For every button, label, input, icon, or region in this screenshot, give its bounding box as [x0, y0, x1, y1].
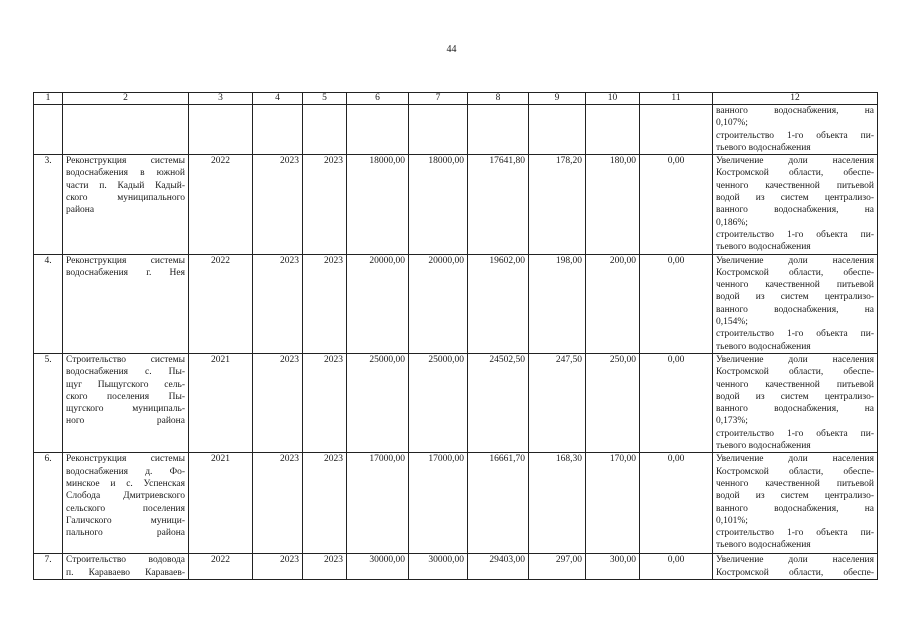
- federal-budget: 24502,50: [468, 353, 529, 452]
- result-line: Увеличение доли населения: [716, 255, 874, 266]
- other-sources: 0,00: [640, 155, 713, 254]
- federal-budget: 16661,70: [468, 453, 529, 554]
- end-year: 2023: [253, 155, 303, 254]
- table-row: [34, 554, 878, 580]
- local-budget: 200,00: [586, 254, 640, 353]
- object-name-line: Реконструкция системы: [66, 255, 185, 266]
- object-name-cell: [63, 353, 189, 452]
- result-line: Костромской области, обеспе-: [716, 267, 874, 278]
- regional-budget: 297,00: [529, 554, 586, 580]
- result-line: водой из систем централизо-: [716, 193, 874, 204]
- row-number: 3.: [34, 155, 63, 254]
- object-name-line: ского муниципального: [66, 193, 185, 204]
- object-name-line: ского поселения Пы-: [66, 391, 185, 402]
- federal-budget: 19602,00: [468, 254, 529, 353]
- result-cell: [713, 453, 878, 554]
- object-name-line: района: [66, 205, 95, 216]
- result-line: ванного водоснабжения, на: [716, 304, 874, 315]
- total-financing: 18000,00: [409, 155, 468, 254]
- result-line: Костромской области, обеспе-: [716, 466, 874, 477]
- result-line: Увеличение доли населения: [716, 555, 874, 566]
- result-line: ченного качественной питьевой: [716, 478, 874, 489]
- start-year: 2021: [189, 453, 253, 554]
- result-line: Костромской области, обеспе-: [716, 567, 874, 578]
- finance-year: 2023: [303, 155, 347, 254]
- column-header: 2: [63, 93, 189, 105]
- result-line: ванного водоснабжения, на: [716, 503, 874, 514]
- result-line: строительство 1-го объекта пи-: [716, 329, 874, 340]
- result-cell: [713, 554, 878, 580]
- column-header: 8: [468, 93, 529, 105]
- result-cell: [713, 105, 878, 155]
- other-sources: 0,00: [640, 254, 713, 353]
- total-cost: 20000,00: [347, 254, 409, 353]
- result-line: Костромской области, обеспе-: [716, 168, 874, 179]
- result-line: строительство 1-го объекта пи-: [716, 528, 874, 539]
- local-budget: 300,00: [586, 554, 640, 580]
- object-name-line: Галичского муници-: [66, 515, 185, 526]
- result-line: тьевого водоснабжения: [716, 441, 811, 452]
- column-number-row: [34, 93, 878, 105]
- result-line: строительство 1-го объекта пи-: [716, 428, 874, 439]
- total-cost: 30000,00: [347, 554, 409, 580]
- local-budget: 170,00: [586, 453, 640, 554]
- result-line: Костромской области, обеспе-: [716, 367, 874, 378]
- column-header: 5: [303, 93, 347, 105]
- finance-year: 2023: [303, 254, 347, 353]
- result-line: 0,186%;: [716, 217, 748, 228]
- result-line: Увеличение доли населения: [716, 454, 874, 465]
- table-row: [34, 155, 878, 254]
- row-number: 6.: [34, 453, 63, 554]
- result-line: 0,173%;: [716, 416, 748, 427]
- result-line: тьевого водоснабжения: [716, 540, 811, 551]
- federal-budget: 29403,00: [468, 554, 529, 580]
- end-year: 2023: [253, 554, 303, 580]
- object-name-line: щуг Пыщугского сель-: [66, 379, 185, 390]
- result-line: тьевого водоснабжения: [716, 142, 811, 153]
- result-line: водой из систем централизо-: [716, 391, 874, 402]
- finance-year: 2023: [303, 353, 347, 452]
- finance-year: 2023: [303, 453, 347, 554]
- other-sources: 0,00: [640, 353, 713, 452]
- object-name-line: Реконструкция системы: [66, 156, 185, 167]
- object-name-line: Слобода Дмитриевского: [66, 491, 185, 502]
- start-year: 2021: [189, 353, 253, 452]
- result-line: строительство 1-го объекта пи-: [716, 130, 874, 141]
- column-header: 6: [347, 93, 409, 105]
- result-line: тьевого водоснабжения: [716, 341, 811, 352]
- object-name-cell: [63, 155, 189, 254]
- object-name-line: водоснабжения д. Фо-: [66, 466, 185, 477]
- column-header: 10: [586, 93, 640, 105]
- start-year: 2022: [189, 155, 253, 254]
- object-name-line: минское и с. Успенская: [66, 478, 185, 489]
- row-number: 4.: [34, 254, 63, 353]
- result-line: водой из систем централизо-: [716, 292, 874, 303]
- regional-budget: 198,00: [529, 254, 586, 353]
- object-name-line: пального района: [66, 528, 185, 539]
- object-name-line: Строительство системы: [66, 354, 185, 365]
- column-header: 1: [34, 93, 63, 105]
- object-name-line: п. Караваево Караваев-: [66, 567, 185, 578]
- local-budget: 250,00: [586, 353, 640, 452]
- row-number: 5.: [34, 353, 63, 452]
- object-name-line: водоснабжения г. Нея: [66, 267, 185, 278]
- total-cost: 18000,00: [347, 155, 409, 254]
- column-header: 7: [409, 93, 468, 105]
- federal-budget: 17641,80: [468, 155, 529, 254]
- result-line: 0,101%;: [716, 515, 748, 526]
- row-number: 7.: [34, 554, 63, 580]
- column-header: 4: [253, 93, 303, 105]
- object-name-cell: [63, 453, 189, 554]
- total-financing: 17000,00: [409, 453, 468, 554]
- table-row: [34, 453, 878, 554]
- result-line: 0,107%;: [716, 118, 748, 129]
- total-financing: 20000,00: [409, 254, 468, 353]
- total-financing: 25000,00: [409, 353, 468, 452]
- table-row: [34, 353, 878, 452]
- object-name-cell: [63, 254, 189, 353]
- result-line: водой из систем централизо-: [716, 491, 874, 502]
- object-name-line: водоснабжения с. Пы-: [66, 367, 185, 378]
- regional-budget: 168,30: [529, 453, 586, 554]
- total-cost: 25000,00: [347, 353, 409, 452]
- object-name-line: ного района: [66, 416, 185, 427]
- result-cell: [713, 353, 878, 452]
- other-sources: 0,00: [640, 453, 713, 554]
- column-header: 11: [640, 93, 713, 105]
- continuation-row: [34, 105, 878, 155]
- result-line: 0,154%;: [716, 317, 748, 328]
- result-cell: [713, 155, 878, 254]
- total-financing: 30000,00: [409, 554, 468, 580]
- table-row: [34, 254, 878, 353]
- end-year: 2023: [253, 453, 303, 554]
- result-line: Увеличение доли населения: [716, 156, 874, 167]
- other-sources: 0,00: [640, 554, 713, 580]
- object-name-line: Строительство водовода: [66, 555, 185, 566]
- object-name-line: водоснабжения в южной: [66, 168, 185, 179]
- result-line: ванного водоснабжения, на: [716, 205, 874, 216]
- result-line: ченного качественной питьевой: [716, 379, 874, 390]
- regional-budget: 178,20: [529, 155, 586, 254]
- object-name-line: щугского муниципаль-: [66, 404, 185, 415]
- end-year: 2023: [253, 254, 303, 353]
- start-year: 2022: [189, 254, 253, 353]
- result-line: тьевого водоснабжения: [716, 242, 811, 253]
- result-line: Увеличение доли населения: [716, 354, 874, 365]
- result-cell: [713, 254, 878, 353]
- object-name-line: сельского поселения: [66, 503, 185, 514]
- object-name-line: части п. Кадый Кадый-: [66, 180, 185, 191]
- regional-budget: 247,50: [529, 353, 586, 452]
- local-budget: 180,00: [586, 155, 640, 254]
- object-name-line: Реконструкция системы: [66, 454, 185, 465]
- object-name-cell: [63, 554, 189, 580]
- total-cost: 17000,00: [347, 453, 409, 554]
- start-year: 2022: [189, 554, 253, 580]
- result-line: ванного водоснабжения, на: [716, 404, 874, 415]
- result-line: строительство 1-го объекта пи-: [716, 229, 874, 240]
- page-number: 44: [446, 44, 457, 55]
- end-year: 2023: [253, 353, 303, 452]
- program-table: [33, 92, 878, 580]
- column-header: 3: [189, 93, 253, 105]
- result-line: ченного качественной питьевой: [716, 280, 874, 291]
- column-header: 12: [713, 93, 878, 105]
- finance-year: 2023: [303, 554, 347, 580]
- result-line: ванного водоснабжения, на: [716, 106, 874, 116]
- column-header: 9: [529, 93, 586, 105]
- result-line: ченного качественной питьевой: [716, 180, 874, 191]
